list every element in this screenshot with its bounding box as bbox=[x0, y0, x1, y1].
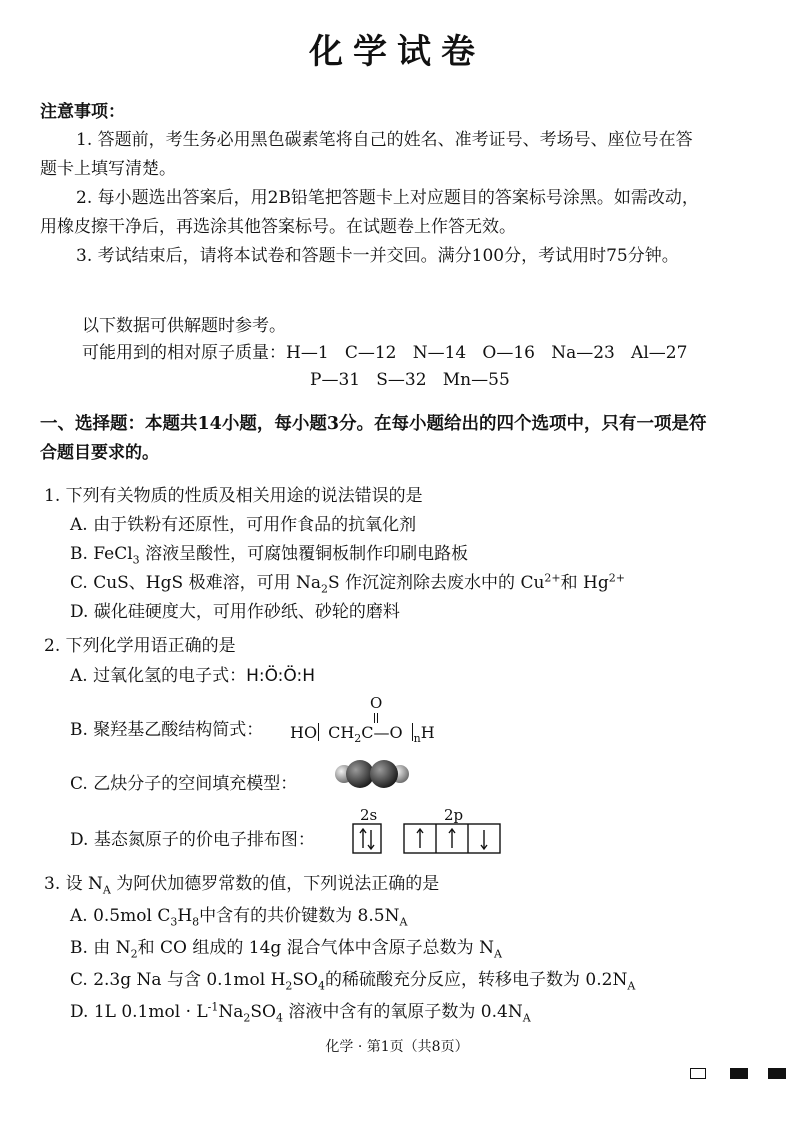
q2-a-electron-formula: H:Ö:Ö:H bbox=[246, 666, 316, 686]
q2-b-structure bbox=[290, 696, 450, 746]
q2-a-text: A. 过氧化氢的电子式： bbox=[70, 666, 247, 686]
orbital-label-2s: 2s bbox=[360, 806, 378, 824]
q2-b-bracket-right bbox=[404, 723, 413, 741]
orbital-label-2p: 2p bbox=[444, 806, 464, 824]
q2-option-c: C. 乙炔分子的空间填充模型： bbox=[70, 774, 298, 794]
q1-c-sup-1: 2+ bbox=[544, 571, 561, 585]
q1-option-c bbox=[70, 571, 625, 595]
q3-c-text-3: 的稀硫酸充分反应，转移电子数为 0.2N bbox=[325, 970, 628, 990]
q3-stem-text: 3. 设 N bbox=[44, 874, 103, 894]
q2-option-d: D. 基态氮原子的价电子排布图： bbox=[70, 830, 315, 850]
q1-c-sub: 2 bbox=[320, 582, 328, 596]
q2-b-o-top: O bbox=[370, 694, 383, 712]
q3-stem-text-2: 为阿伏加德罗常数的值，下列说法正确的是 bbox=[110, 874, 440, 894]
q3-option-a bbox=[70, 904, 407, 928]
q3-option-d bbox=[70, 1000, 531, 1024]
q1-option-a: A. 由于铁粉有还原性，可用作食品的抗氧化剂 bbox=[70, 515, 417, 535]
q1-stem: 1. 下列有关物质的性质及相关用途的说法错误的是 bbox=[44, 486, 423, 506]
notice-item-3: 3. 考试结束后，请将本试卷和答题卡一并交回。满分100分，考试用时75分钟。 bbox=[76, 246, 679, 266]
q3-d-text-4: 溶液中含有的氧原子数为 0.4N bbox=[283, 1002, 523, 1022]
q1-c-text-2: S 作沉淀剂除去废水中的 Cu bbox=[327, 573, 545, 593]
q3-c-sub-a: A bbox=[627, 979, 636, 993]
q1-c-text: C. CuS、HgS 极难溶，可用 Na bbox=[70, 573, 321, 593]
q3-a-sub-2: 8 bbox=[192, 915, 200, 929]
q2-b-ho: HO bbox=[290, 723, 318, 742]
corner-mark-hollow-icon bbox=[690, 1068, 706, 1079]
q2-b-c: C bbox=[361, 723, 374, 742]
q3-d-sub-2: 4 bbox=[276, 1011, 283, 1025]
q2-option-a bbox=[70, 664, 315, 688]
corner-mark-solid-2-icon bbox=[768, 1068, 786, 1079]
q1-b-text-2: 溶液呈酸性，可腐蚀覆铜板制作印刷电路板 bbox=[139, 544, 469, 564]
notice-item-2b: 用橡皮擦干净后，再选涂其他答案标号。在试题卷上作答无效。 bbox=[40, 217, 516, 237]
nitrogen-orbital-diagram-icon bbox=[352, 822, 504, 856]
q1-option-b bbox=[70, 542, 468, 566]
q2-b-chain bbox=[290, 720, 435, 746]
q3-c-sub-1: 2 bbox=[285, 979, 293, 993]
q1-b-text: B. FeCl bbox=[70, 544, 133, 564]
q3-d-text-2: Na bbox=[218, 1002, 244, 1022]
q3-d-sub-1: 2 bbox=[243, 1011, 251, 1025]
q3-c-text: C. 2.3g Na 与含 0.1mol H bbox=[70, 970, 286, 990]
q3-b-sub: 2 bbox=[130, 947, 138, 961]
section-1-line-2: 合题目要求的。 bbox=[40, 443, 159, 463]
q3-option-b bbox=[70, 936, 502, 960]
section-1-line-1: 一、选择题：本题共14小题，每小题3分。在每小题给出的四个选项中，只有一项是符 bbox=[40, 414, 707, 434]
q2-b-n: n bbox=[413, 732, 421, 746]
q2-stem: 2. 下列化学用语正确的是 bbox=[44, 636, 236, 656]
q3-d-sup: -1 bbox=[207, 1000, 219, 1014]
q3-a-text-3: 中含有的共价键数为 8.5N bbox=[199, 906, 400, 926]
q2-option-b: B. 聚羟基乙酸结构简式： bbox=[70, 720, 264, 740]
q3-c-sub-2: 4 bbox=[318, 979, 325, 993]
notice-item-1a: 1. 答题前，考生务必用黑色碳素笔将自己的姓名、准考证号、考场号、座位号在答 bbox=[76, 130, 693, 150]
notice-item-1b: 题卡上填写清楚。 bbox=[40, 159, 176, 179]
q2-b-h: H bbox=[420, 723, 435, 742]
q3-d-text-3: SO bbox=[250, 1002, 276, 1022]
page-title: 化学试卷 bbox=[309, 32, 485, 72]
corner-mark-solid-icon bbox=[730, 1068, 748, 1079]
q3-a-sub-a: A bbox=[399, 915, 408, 929]
notice-item-2a: 2. 每小题选出答案后，用2B铅笔把答题卡上对应题目的答案标号涂黑。如需改动， bbox=[76, 188, 699, 208]
acetylene-space-filling-model-icon bbox=[330, 756, 414, 792]
q3-option-c bbox=[70, 968, 635, 992]
reference-row-1: H—1 C—12 N—14 O—16 Na—23 Al—27 bbox=[286, 343, 688, 363]
q2-b-bracket-left bbox=[318, 723, 327, 741]
q1-c-text-3: 和 Hg bbox=[560, 573, 609, 593]
q3-a-text-2: H bbox=[177, 906, 193, 926]
q3-a-sub-1: 3 bbox=[170, 915, 178, 929]
notice-heading: 注意事项： bbox=[40, 102, 125, 122]
q3-b-text-2: 和 CO 组成的 14g 混合气体中含原子总数为 N bbox=[137, 938, 494, 958]
q3-d-sub-a: A bbox=[522, 1011, 531, 1025]
q1-option-d: D. 碳化硅硬度大，可用作砂纸、砂轮的磨料 bbox=[70, 602, 400, 622]
q3-c-text-2: SO bbox=[292, 970, 318, 990]
reference-label-text: 可能用到的相对原子质量： bbox=[82, 343, 286, 363]
page-footer: 化学 · 第1页（共8页） bbox=[325, 1039, 469, 1055]
q3-b-sub-a: A bbox=[493, 947, 502, 961]
reference-label bbox=[82, 341, 687, 365]
q3-d-text: D. 1L 0.1mol · L bbox=[70, 1002, 208, 1022]
q2-b-dash: — bbox=[373, 723, 390, 742]
q1-c-sup-2: 2+ bbox=[608, 571, 625, 585]
q3-b-text: B. 由 N bbox=[70, 938, 131, 958]
q2-b-o: O bbox=[389, 723, 403, 742]
reference-intro: 以下数据可供解题时参考。 bbox=[82, 316, 286, 336]
q2-b-sub: 2 bbox=[354, 732, 362, 746]
q1-b-sub: 3 bbox=[132, 553, 140, 567]
q3-stem bbox=[44, 872, 439, 896]
q2-b-ch: CH bbox=[328, 723, 355, 742]
q3-a-text: A. 0.5mol C bbox=[70, 906, 171, 926]
q3-stem-sub: A bbox=[102, 883, 111, 897]
reference-row-2: P—31 S—32 Mn—55 bbox=[310, 370, 510, 390]
